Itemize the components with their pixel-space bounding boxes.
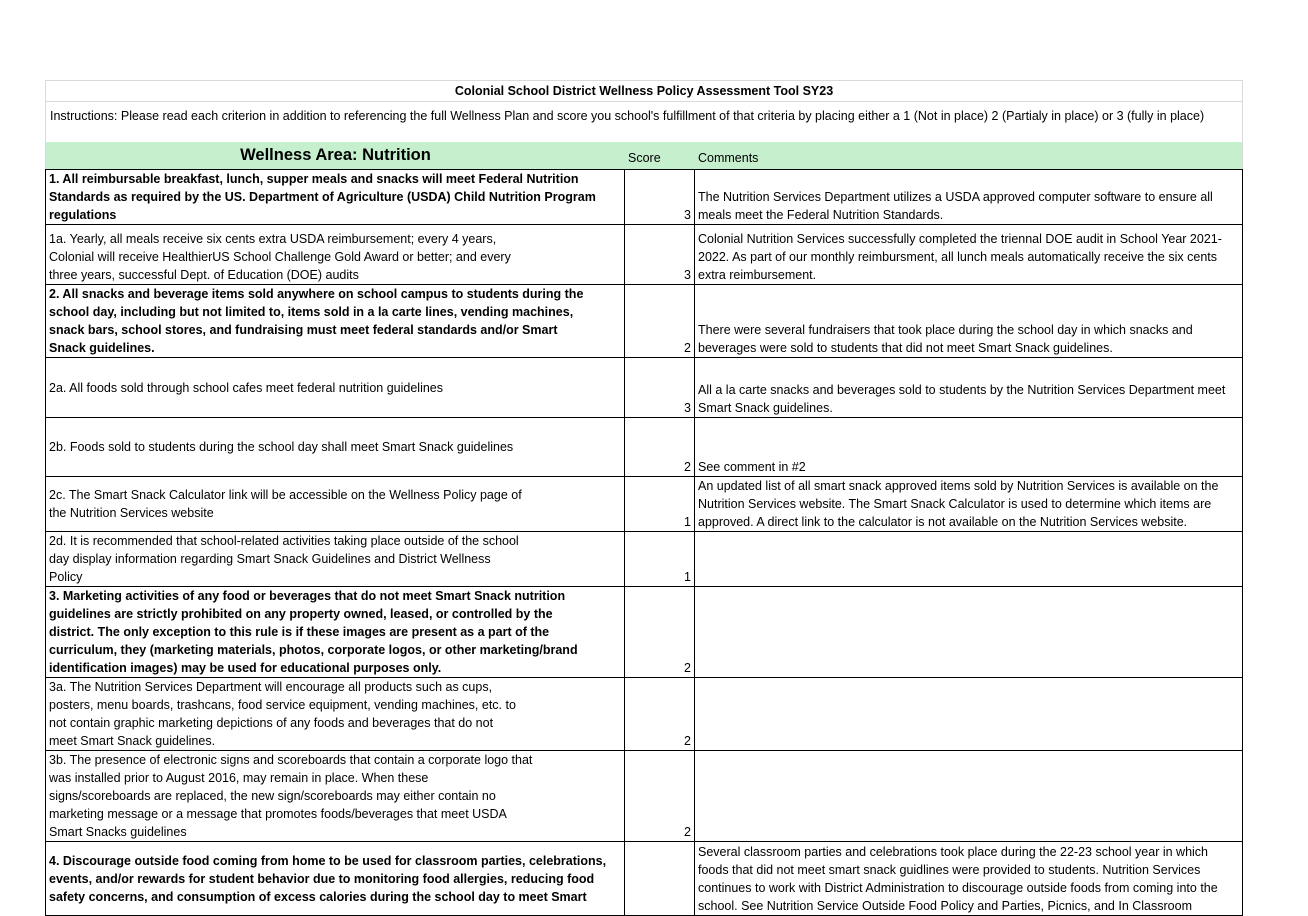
criterion-cell[interactable]: 2a. All foods sold through school cafes meet federal nutrition guidelines bbox=[46, 358, 625, 418]
criterion-cell[interactable]: 2d. It is recommended that school-related activities taking place outside of the school day display information regarding Smart Snack Guidelines and District Wellness Policy bbox=[46, 532, 625, 587]
comment-cell[interactable]: The Nutrition Services Department utilizes a USDA approved computer software to ensure all meals meet the Federal Nutrition Standards. bbox=[695, 170, 1243, 225]
comment-cell[interactable]: All a la carte snacks and beverages sold to students by the Nutrition Services Department meet Smart Snack guidelines. bbox=[695, 358, 1243, 418]
comment-cell[interactable]: Colonial Nutrition Services successfully completed the triennal DOE audit in School Year 2021-2022. As part of our monthly reimbursment, all lunch meals automatically receive the six cents extra reimbursement. bbox=[695, 225, 1243, 285]
criterion-cell[interactable]: 2b. Foods sold to students during the school day shall meet Smart Snack guidelines bbox=[46, 418, 625, 477]
criterion-cell[interactable]: 2c. The Smart Snack Calculator link will be accessible on the Wellness Policy page of the Nutrition Services website bbox=[46, 477, 625, 532]
criterion-cell[interactable]: 3b. The presence of electronic signs and scoreboards that contain a corporate logo that was installed prior to August 2016, may remain in place. When these signs/scoreboards are replaced, the new sign/scoreboards may either contain no marketing message or a message that promotes foods/beverages that meet USDA Smart Snacks guidelines bbox=[46, 751, 625, 842]
score-cell[interactable]: 3 bbox=[625, 170, 695, 225]
criterion-cell[interactable]: 3. Marketing activities of any food or beverages that do not meet Smart Snack nutrition guidelines are strictly prohibited on any property owned, leased, or controlled by the district. The only exception to this rule is if these images are present as a part of the curriculum, they (marketing materials, photos, corporate logos, or other marketing/brand identification images) may be used for educational purposes only. bbox=[46, 587, 625, 678]
criterion-cell[interactable]: 4. Discourage outside food coming from home to be used for classroom parties, celebrations, events, and/or rewards for student behavior due to monitoring food allergies, reducing food safety concerns, and consumption of excess calories during the school day to meet Smart bbox=[46, 842, 625, 916]
table-row bbox=[46, 418, 1243, 477]
comment-cell[interactable]: An updated list of all smart snack approved items sold by Nutrition Services is available on the Nutrition Services website. The Smart Snack Calculator is used to determine which items are approved. A direct link to the calculator is not available on the Nutrition Services website. bbox=[695, 477, 1243, 532]
comment-cell[interactable]: Several classroom parties and celebrations took place during the 22-23 school year in which foods that did not meet smart snack guidlines were provided to students. Nutrition Services continues to work with District Administration to discourage outside foods from coming into the school. See Nutrition Service Outside Food Policy and Parties, Picnics, and In Classroom bbox=[695, 842, 1243, 916]
instructions-cell[interactable]: Instructions: Please read each criterion in addition to referencing the full Wellness Plan and score you school's fulfillment of that criteria by placing either a 1 (Not in place) 2 (Partialy in place) or 3 (fully in place) bbox=[45, 101, 1243, 142]
criteria-table bbox=[45, 169, 1243, 916]
score-cell[interactable]: 2 bbox=[625, 418, 695, 477]
comment-cell[interactable]: See comment in #2 bbox=[695, 418, 1243, 477]
wellness-area-header[interactable]: Wellness Area: Nutrition bbox=[240, 146, 431, 164]
criterion-cell[interactable]: 1a. Yearly, all meals receive six cents extra USDA reimbursement; every 4 years, Colonial will receive HealthierUS School Challenge Gold Award or better; and every three years, successful Dept. of Education (DOE) audits bbox=[46, 225, 625, 285]
score-cell[interactable]: 3 bbox=[625, 225, 695, 285]
score-cell[interactable]: 2 bbox=[625, 678, 695, 751]
section-header-row bbox=[45, 142, 1243, 169]
table-row bbox=[46, 587, 1243, 678]
spreadsheet bbox=[45, 80, 1243, 916]
table-row bbox=[46, 842, 1243, 916]
table-row bbox=[46, 358, 1243, 418]
score-column-header[interactable]: Score bbox=[628, 151, 661, 165]
table-row bbox=[46, 285, 1243, 358]
score-cell[interactable]: 3 bbox=[625, 358, 695, 418]
table-row bbox=[46, 532, 1243, 587]
score-cell[interactable]: 2 bbox=[625, 587, 695, 678]
comment-cell[interactable] bbox=[695, 751, 1243, 842]
table-row bbox=[46, 678, 1243, 751]
comment-cell[interactable] bbox=[695, 678, 1243, 751]
score-cell[interactable] bbox=[625, 842, 695, 916]
table-row bbox=[46, 170, 1243, 225]
score-cell[interactable]: 1 bbox=[625, 477, 695, 532]
criterion-cell[interactable]: 2. All snacks and beverage items sold anywhere on school campus to students during the school day, including but not limited to, items sold in a la carte lines, vending machines, snack bars, school stores, and fundraising must meet federal standards and/or Smart Snack guidelines. bbox=[46, 285, 625, 358]
score-cell[interactable]: 2 bbox=[625, 751, 695, 842]
table-row bbox=[46, 751, 1243, 842]
comment-cell[interactable] bbox=[695, 532, 1243, 587]
criterion-cell[interactable]: 3a. The Nutrition Services Department will encourage all products such as cups, posters, menu boards, trashcans, food service equipment, vending machines, etc. to not contain graphic marketing depictions of any foods and beverages that do not meet Smart Snack guidelines. bbox=[46, 678, 625, 751]
comment-cell[interactable] bbox=[695, 587, 1243, 678]
table-row bbox=[46, 477, 1243, 532]
table-row bbox=[46, 225, 1243, 285]
score-cell[interactable]: 1 bbox=[625, 532, 695, 587]
score-cell[interactable]: 2 bbox=[625, 285, 695, 358]
comments-column-header[interactable]: Comments bbox=[698, 151, 759, 165]
criterion-cell[interactable]: 1. All reimbursable breakfast, lunch, supper meals and snacks will meet Federal Nutrition Standards as required by the US. Department of Agriculture (USDA) Child Nutrition Program regulations bbox=[46, 170, 625, 225]
comment-cell[interactable]: There were several fundraisers that took place during the school day in which snacks and beverages were sold to students that did not meet Smart Snack guidelines. bbox=[695, 285, 1243, 358]
sheet-title[interactable]: Colonial School District Wellness Policy Assessment Tool SY23 bbox=[45, 80, 1243, 101]
